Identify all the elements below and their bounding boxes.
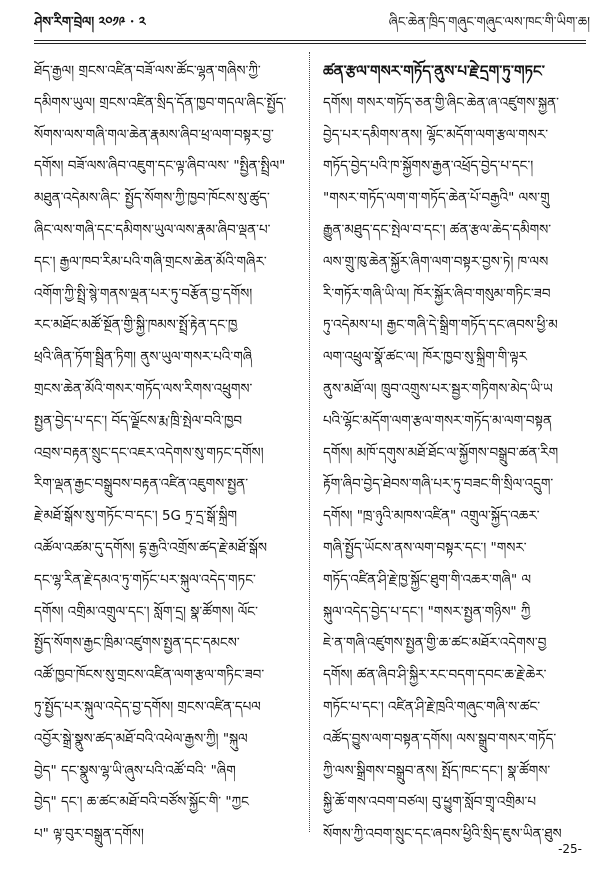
text-line: དམིགས་ཡུལ། གྲངས་འཛིན་སྲིད་དོན་ཁྱབ་གདལ་ཞིང་སྤྱོད་ — [34, 94, 287, 111]
text-line: གཏོང་པ་དང་། འཛིན་ཤི་རྗེ་ཁྲའི་གཞུང་གཞི་ས་ཚང་ — [323, 698, 541, 715]
text-line: རིག་ལྡན་རྒྱང་བསྒྲུབས་བརྟན་འཛིན་འཇུགས་སྤྱན་ — [34, 476, 249, 493]
section-headline: ཚན་རྩལ་གསར་གཏོད་ནུས་པ་རྗེ་དྲག་ཏུ་གཏང་ — [323, 62, 545, 80]
text-line: "གསར་གཏོད་ལག་ག་གཏོད་ཆེན་པོ་བརྒྱའི" ལས་གྲུ — [323, 190, 550, 207]
text-line: འབྱོར་སྒྲེ་སྣུས་ཚད་མཐོ་བའི་འཕེལ་རྒྱས་ཀྱི། "སྐུལ — [34, 730, 248, 747]
text-line: སྐྱི་ཆོ་གས་འབག་བཙལ། བུ་ཕྱུག་སློབ་གྲྭ་འགྲིམ་པ — [323, 794, 536, 811]
text-line: འགོག་ཀྱི་སྤྲི་སྙེ་གནས་ལྡན་པར་ཏུ་བརྩོན་བྱ་དགོས། — [34, 285, 253, 302]
text-line: པའི་ལྷོང་མདོག་ལག་རྩལ་གསར་གཏོད་མ་ལག་བསྟན — [323, 412, 553, 429]
text-line: དགོས། འགྲིམ་འགྲུལ་དང་། སློག་དྲ། སྣ་ཚོགས། ལོང་ — [34, 603, 258, 620]
text-line: དང་། རྒྱལ་ཁབ་རིམ་པའི་གཞི་གྲངས་ཆེན་མོའི་གཞིར་ — [34, 253, 267, 270]
text-line: བྱེད" དང་། ཆ་ཚང་མཐོ་བའི་བཙོས་སྐྱོང་གི་ "ཀྱང — [34, 794, 249, 811]
text-line: དགོས། བཟོ་ལས་ཞིབ་འཇུག་དང་ལྟ་ཞིབ་ལས་ "སྤྱིན་སྤྲིལ" — [34, 158, 286, 175]
column-divider — [309, 52, 310, 832]
text-line: དགོས། མཁོ་དགུས་མཐོ་ཐོང་ལ་སྐྱོགས་བསྒྲུབ་ཚན་རིག — [323, 444, 559, 461]
text-line: ནུས་མཐོ་ལ། ཁྲུབ་འགྲུས་པར་སྦྱར་གཏིགས་མེད་ཡི་ཡ — [323, 380, 553, 397]
text-line: ཇེ་ན་གཞི་འཛུགས་སྤྱན་གྱི་ཆ་ཚང་མཐོར་འདེགས་བྱ — [323, 635, 547, 652]
text-line: རི་གཏོར་གཞི་ཡི་ལ། ཁོར་སྐྱོར་ཞིབ་གསུམ་གཏིང་ཟབ — [323, 285, 551, 302]
text-line: གྲངས་ཆེན་མོའི་གསར་གཏོད་ལས་རིགས་འཕྲུགས་ — [34, 380, 253, 397]
header-rule-top — [34, 40, 586, 41]
header-rule-bottom — [34, 43, 586, 44]
text-line: གཏོད་འཛིན་ཤི་རྗེ་ཁྱ་སྐྱོང་ཐུག་གི་འཆར་གཞི" ལ — [323, 571, 531, 588]
text-line: ཏུ་འདེམས་པ། རྒྱང་གཞི་དེ་སྒྲིག་གཏོད་དང་ཞབས་ཕྱི་མ — [323, 317, 558, 334]
text-line: ཕྲའི་ཞིན་ཏོག་སྦྲིན་ཏིག། ནུས་ཡུལ་གསར་པའི་གཞི — [34, 349, 253, 366]
journal-title: ཤེས་རིག་བྲེལ། ༢༠༡༩ · ༢ — [34, 14, 146, 30]
text-line: དགོས། གསར་གཏོད་ཅན་གྱི་ཞིང་ཆེན་ཞ་འཛུགས་སྐྱན་ — [323, 94, 559, 111]
text-line: གཏོད་བྱེད་པའི་ཁ་སྐྱོགས་རྒྱན་འཕྲོད་བྱེད་པ་དང་། — [323, 158, 534, 175]
text-line: མཐུན་འདེམས་ཞིང་ སྤྱོད་སོགས་ཀྱི་ཁྱབ་ཁོངས་སུ་ཚུད་ — [34, 190, 270, 207]
text-line: པ" ལྟ་བུར་བསྒྲུན་དགོས། — [34, 826, 144, 843]
section-title: ཞིང་ཆེན་ཁྲིད་གཞུང་གཞུང་ལས་ཁང་གི་ཡིག་ཆ། — [388, 14, 590, 30]
text-line: རང་མཐོང་མཚོ་སྔོན་གྱི་སྐྱི་ཁམས་སྤྲོ་རྟེན་དང་ཁྱ — [34, 317, 238, 334]
text-line: སོགས་ལས་གཞི་གལ་ཆེན་རྣམས་ཞིབ་ཕྲ་ལག་བསྟར་བྱ་ — [34, 126, 274, 143]
text-line: དགོས། ཚན་ཞིབ་ཤི་སྐྱིར་རང་བདག་དབང་ཆ་རྗེ་ཆེར་ — [323, 667, 547, 684]
text-line: ཏུ་སྤྱོད་པར་སྐུལ་འདེད་བྱ་དགོས། གྲངས་འཛིན་དཔལ — [34, 698, 261, 715]
text-line: ལག་འཕྲུལ་སྣོ་ཚང་ལ། ཁོར་ཁྱབ་སུ་སྐྲིག་གི་ལྟར — [323, 349, 527, 366]
text-line: སོགས་ཀྱི་འབག་སྲུང་དང་ཞབས་ཕྱིའི་སྲིད་ཇུས་ཡིན་ཐུས — [323, 826, 562, 843]
text-line: སྤྱན་བྱེད་པ་དང་། བོད་ལྗོངས་རྨ་ཁྲི་སྤེལ་བའི་ཁྱབ — [34, 412, 243, 429]
text-line: འཚོ་ཁྱབ་ཁོངས་སུ་གྲངས་འཛིན་ལག་རྩལ་གཏིང་ཟབ་ — [34, 667, 265, 684]
page-header — [34, 12, 590, 38]
text-line: བྱེད" དང་སྣུས་ལྷ་ཡི་ཞུས་པའི་འཚོ་བའི་ "ཞིག — [34, 762, 236, 779]
text-line: རྒྱུན་མཐུད་དང་སྤེལ་བ་དང་། ཚན་རྩལ་ཆེད་དམིགས་ — [323, 221, 552, 238]
text-line: གཞི་སྤྱོད་ཡོངས་ནས་ལག་བསྟར་དང་། "གསར་ — [323, 539, 527, 556]
text-line: དང་ལྷ་རིན་རྗེ་དམའ་ཏུ་གཏོང་པར་སྐུལ་འདེད་གཏང་ — [34, 571, 256, 588]
text-line: རྟོག་ཞིབ་བྱེད་ཐེབས་གཞི་པར་ཏུ་བཟང་གི་སྲིལ་འདྲུག་ — [323, 476, 554, 493]
page-number: -25- — [558, 842, 582, 856]
text-line: འཚོད་བྱུས་ལག་བསྟན་དགོས། ལས་སྒྲུབ་གསར་གཏོད་ — [323, 730, 557, 747]
text-line: འཚོལ་འཚམ་དུ་དགོས། དྷ་རྒྱའི་འགྲོས་ཚད་རྗེ་མཐོ་སྒོས — [34, 539, 267, 556]
text-line: ཀྱི་ལས་སྒྲིགས་བསྒྲུབ་ནས། སྤོད་ཁང་དང་། སྣ་ཚོགས་ — [323, 762, 551, 779]
text-line: ལས་གྲུ་ཁུ་ཆེན་སྐྱོར་ཞིག་ལག་བསྟར་བྱས་ཏེ། ཁ་ལས — [323, 253, 549, 270]
left-column — [34, 56, 300, 851]
right-column — [323, 56, 589, 851]
text-line: རྗེ་མཐོ་སྒོས་སུ་གཏོང་བ་དང་། 5G ཏྲ་དྲ་སྒོ་སྐྲིག — [34, 508, 237, 525]
text-line: ཐོད་རྒྱལ། གྲངས་འཛིན་བཟོ་ལས་ཚོང་ལྷན་གཞིས་ཀྱི་ — [34, 63, 261, 79]
text-line: བྱེད་པར་དམིགས་ནས། ལྷོང་མདོག་ལག་རྩལ་གསར་ — [323, 126, 549, 143]
text-line: སྤྱོད་སོགས་རྒྱང་ཁྲིམ་འཛུགས་སྤྱན་དང་དམངས་ — [34, 635, 240, 652]
text-line: འབྲས་བརྟན་སྲུང་དང་འཇར་འདེགས་སུ་གཏང་དགོས། — [34, 444, 264, 461]
text-line: དགོས། "ཁྲ་ཉུའི་མཁས་འཛིན" འགྲུལ་སྐྱོད་འཆར་ — [323, 508, 540, 525]
text-line: ཞིང་ལས་གཞི་དང་དམིགས་ཡུལ་ལས་རྣམ་ཞིབ་ལྡན་པ་ — [34, 221, 271, 238]
text-line: སྐུལ་འདེད་བྱེད་པ་དང་། "གསར་སྤྱན་གཉིས" ཀྱི — [323, 603, 531, 620]
